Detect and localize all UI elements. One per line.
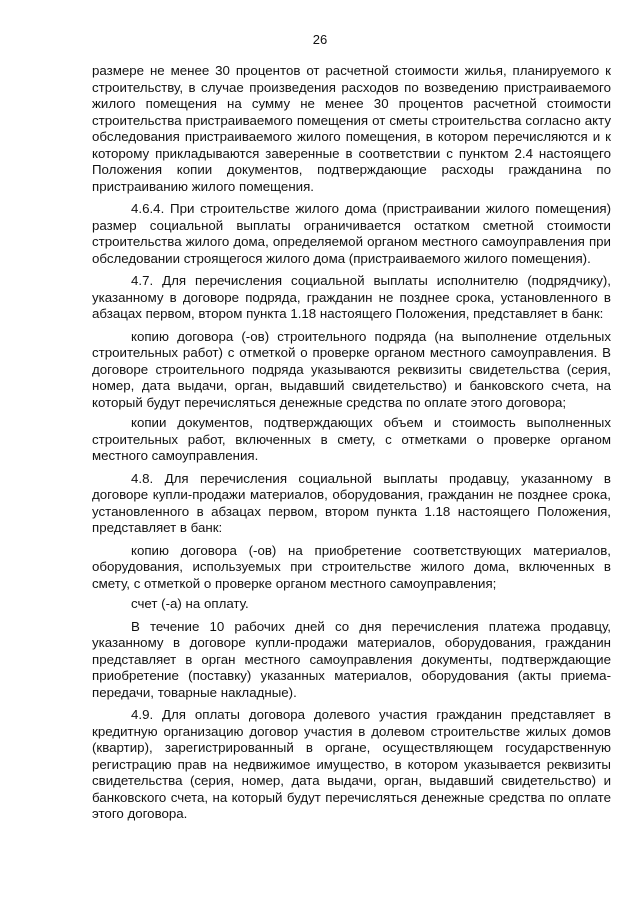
paragraph-continuation: размере не менее 30 процентов от расчетной стоимости жилья, планируемого к строительству, в случае произведения расходов по возведению пристраиваемого жилого помещения на сумму не менее 30 процентов расчетной стоимости строительства пристраиваемого помещения от сметы строительства согласно акту обследования пристраиваемого жилого помещения, в котором перечисляются и к которому прикладываются заверенные в соответствии с пунктом 2.4 настоящего Положения копии документов, подтверждающие расходы гражданина по пристраиванию жилого помещения. (92, 63, 611, 194)
page-number: 26 (312, 32, 328, 47)
paragraph-4-8-deadline: В течение 10 рабочих дней со дня перечисления платежа продавцу, указанному в договоре купли-продажи материалов, оборудования, гражданин представляет в орган местного самоуправления документы, подтверждающие приобретение (поставку) указанных материалов, оборудования (акты приема-передачи, товарные накладные). (92, 618, 611, 700)
document-body (92, 63, 611, 829)
paragraph-4-7: 4.7. Для перечисления социальной выплаты исполнителю (подрядчику), указанному в договоре подряда, гражданин не позднее срока, установленного в абзацах первом, втором пункта 1.18 настоящего Положения, представляет в банк: (92, 273, 611, 321)
paragraph-4-7-item-contract: копию договора (-ов) строительного подряда (на выполнение отдельных строительных работ) с отметкой о проверке органом местного самоуправления. В договоре строительного подряда указываются реквизиты свидетельства (серия, номер, дата выдачи, орган, выдавший свидетельство) и банковского счета, на который будут перечисляться денежные средства по оплате этого договора; (92, 328, 611, 410)
paragraph-4-8-item-contract: копию договора (-ов) на приобретение соответствующих материалов, оборудования, используемых при строительстве жилого дома, включенных в смету, с отметкой о проверке органом местного самоуправления; (92, 542, 611, 591)
paragraph-4-9: 4.9. Для оплаты договора долевого участия гражданин представляет в кредитную организацию договор участия в долевом строительстве жилых домов (квартир), зарегистрированный в органе, осуществляющем государственную регистрацию прав на недвижимое имущество, в котором указывается реквизиты свидетельства (серия, номер, дата выдачи, орган, выдавший свидетельство) и банковского счета, на который будут перечисляться денежные средства по оплате этого договора. (92, 707, 611, 821)
paragraph-4-7-item-documents: копии документов, подтверждающих объем и стоимость выполненных строительных работ, включенных в смету, с отметками о проверке органом местного самоуправления. (92, 415, 611, 463)
paragraph-4-8: 4.8. Для перечисления социальной выплаты продавцу, указанному в договоре купли-продажи материалов, оборудования, гражданин не позднее срока, установленного в абзацах первом, втором пункта 1.18 настоящего Положения, представляет в банк: (92, 470, 611, 535)
paragraph-4-6-4: 4.6.4. При строительстве жилого дома (пристраивании жилого помещения) размер социальной выплаты ограничивается остатком сметной стоимости строительства жилого дома, определяемой органом местного самоуправления при обследовании строящегося жилого дома (пристраиваемого жилого помещения). (92, 201, 611, 266)
paragraph-4-8-item-invoice: счет (-а) на оплату. (131, 596, 249, 611)
